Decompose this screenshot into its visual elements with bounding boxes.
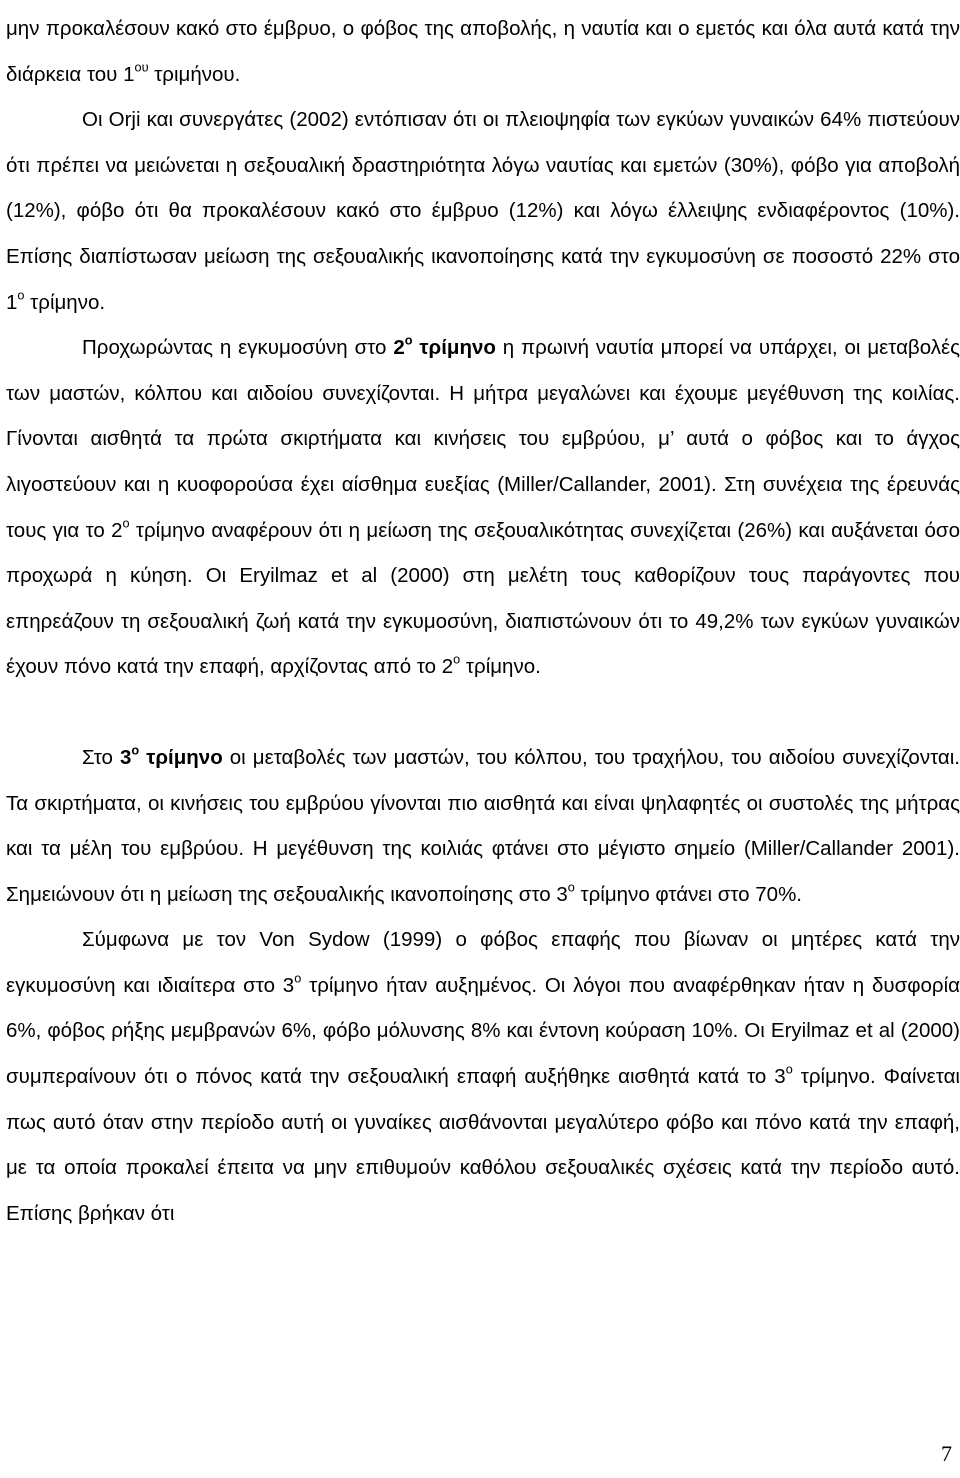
superscript: ο <box>131 742 140 758</box>
paragraph-4 <box>6 735 960 917</box>
paragraph-1-end: τριμήνου. <box>148 62 241 86</box>
paragraph-4-text-2: τρίμηνο φτάνει στο 70%. <box>574 882 802 906</box>
trimester-2-heading <box>393 332 496 360</box>
paragraph-gap <box>6 690 960 735</box>
paragraph-3-intro: Προχωρώντας η εγκυμοσύνη στο <box>82 336 394 360</box>
paragraph-4-text-1: οι μεταβολές των μαστών, του κόλπου, του τραχήλου, του αιδοίου συνεχίζονται. Τα σκιρτήματα, οι κινήσεις του εμβρύου γίνονται πιο αισθητά και είναι ψηλαφητές οι συστολές της μήτρας και τα μέλη του εμβρύου. Η μεγέθυνση της κοιλιάς φτάνει στο μέγιστο σημείο (Miller/Callander 2001). Σημειώνουν ότι η μείωση της σεξουαλικής ικανοποίησης στο 3 <box>6 745 960 906</box>
superscript: ο <box>567 879 575 895</box>
trimester-number: 3 <box>119 745 132 769</box>
trimester-3-heading <box>119 742 223 769</box>
superscript: ο <box>17 287 25 303</box>
superscript: ο <box>122 515 130 530</box>
paragraph-4-intro: Στο <box>82 745 120 769</box>
paragraph-5-text-1: Σύμφωνα με τον Von Sydow (1999) ο φόβος επαφής που βίωναν οι μητέρες κατά την εγκυμοσύνη και ιδιαίτερα στο 3 <box>6 928 960 997</box>
paragraph-3 <box>6 325 960 690</box>
superscript: ου <box>134 59 149 75</box>
paragraph-2 <box>6 97 960 325</box>
paragraph-2-text: Οι Orji και συνεργάτες (2002) εντόπισαν ότι οι πλειοψηφία των εγκύων γυναικών 64% πιστεύουν ότι πρέπει να μειώνεται η σεξουαλική δραστηριότητα λόγω ναυτίας και εμετών (30%), φόβο για αποβολή (12%), φόβο ότι θα προκαλέσουν κακό στο έμβρυο (12%) και λόγω έλλειψης ενδιαφέροντος (10%). Επίσης διαπίστωσαν μείωση της σεξουαλικής ικανοποίησης κατά την εγκυμοσύνη σε ποσοστό 22% στο 1 <box>6 108 960 314</box>
paragraph-5-text-2: τρίμηνο ήταν αυξημένος. Οι λόγοι που αναφέρθηκαν ήταν η δυσφορία 6%, φόβος ρήξης μεμβρανών 6%, φόβο μόλυνσης 8% και έντονη κούραση 10%. Οι Eryilmaz et al (2000) συμπεραίνουν ότι ο πόνος κατά την σεξουαλική επαφή αυξήθηκε αισθητά κατά το 3 <box>6 973 960 1089</box>
superscript: ο <box>453 651 461 667</box>
paragraph-3-text-3: τρίμηνο. <box>460 655 541 679</box>
paragraph-3-text-2: τρίμηνο αναφέρουν ότι η μείωση της σεξουαλικότητας συνεχίζεται (26%) και αυξάνεται όσο προχωρά η κύηση. Οι Eryilmaz et al (2000) στη μελέτη τους καθορίζουν τους παράγοντες που επηρεάζουν τη σεξουαλική ζωή κατά την εγκυμοσύνη, διαπιστώνουν ότι το 49,2% των εγκύων γυναικών έχουν πόνο κατά την επαφή, αρχίζοντας από το 2 <box>6 518 960 679</box>
trimester-number: 2 <box>393 336 405 360</box>
paragraph-3-text-1: η πρωινή ναυτία μπορεί να υπάρχει, οι μεταβολές των μαστών, κόλπου και αιδοίου συνεχίζονται. Η μήτρα μεγαλώνει και έχουμε μεγέθυνση της κοιλίας. Γίνονται αισθητά τα πρώτα σκιρτήματα και κινήσεις του εμβρύου, μ’ αυτά ο φόβος και το άγχος λιγοστεύουν και η κυοφορούσα έχει αίσθημα ευεξίας (Miller/Callander, 2001). Στη συνέχεια της έρευνάς τους για το 2 <box>6 336 960 542</box>
paragraph-1 <box>6 6 960 97</box>
page-number: 7 <box>941 1441 952 1466</box>
paragraph-2-end: τρίμηνο. <box>24 290 106 314</box>
superscript: ο <box>785 1061 793 1077</box>
trimester-word: τρίμηνο <box>412 336 496 360</box>
paragraph-5-text-3: τρίμηνο. Φαίνεται πως αυτό όταν στην περίοδο αυτή οι γυναίκες αισθάνονται μεγαλύτερο φόβο και πόνο κατά την επαφή, με τα οποία προκαλεί έπειτα να μην επιθυμούν καθόλου σεξουαλικές σχέσεις κατά την περίοδο αυτό. Επίσης βρήκαν ότι <box>6 1065 960 1225</box>
trimester-word: τρίμηνο <box>139 745 223 769</box>
paragraph-5 <box>6 917 960 1236</box>
superscript: ο <box>294 970 302 986</box>
superscript: ο <box>404 332 413 348</box>
paragraph-1-text: μην προκαλέσουν κακό στο έμβρυο, ο φόβος της αποβολής, η ναυτία και ο εμετός και όλα αυτά κατά την διάρκεια του 1 <box>6 17 960 86</box>
